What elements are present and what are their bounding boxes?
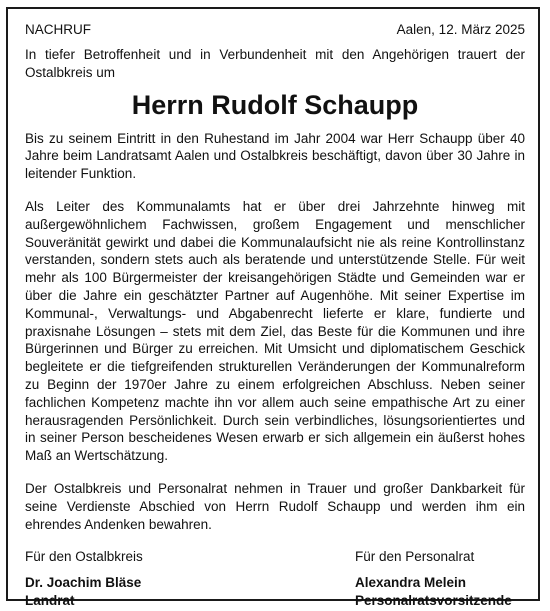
signatory-title: Landrat	[25, 592, 75, 608]
signature-personalrat	[355, 548, 525, 609]
deceased-name: Herrn Rudolf Schaupp	[131, 89, 419, 120]
heading-nachruf: NACHRUF	[25, 22, 91, 37]
paragraph-career: Bis zu seinem Eintritt in den Ruhestand im Jahr 2004 war Herr Schaupp über 40 Jahre beim Landratsamt Aalen und Ostalbkreis beschäftigt, davon über 30 Jahre in leitender Funktion.	[25, 130, 525, 182]
place-date: Aalen, 12. März 2025	[396, 22, 525, 37]
signatory-name: Dr. Joachim Bläse	[25, 575, 142, 591]
obituary-content	[25, 21, 525, 610]
signature-label: Für den Personalrat	[355, 549, 475, 565]
header	[25, 21, 525, 38]
signature-label: Für den Ostalbkreis	[25, 549, 143, 565]
intro-text: In tiefer Betroffenheit und in Verbundenheit mit den Angehörigen trauert der Ostalbkreis um	[25, 47, 525, 80]
paragraph-tribute: Als Leiter des Kommunalamts hat er über drei Jahrzehnte hinweg mit außergewöhnlichem Fachwissen, großem Engagement und menschlicher Souveränität gewirkt und dabei die Kommunalaufsicht nie als reine Kontrollinstanz verstanden, sondern stets auch als beratende und unterstützende Stelle. Für weit mehr als 100 Bürgermeister der kreisangehörigen Städte und Gemeinden war er über die Jahre ein geschätzter Partner auf Augenhöhe. Mit seiner Expertise im Kommunal-, Verwaltungs- und Abgabenrecht lieferte er klare, fundierte und praxisnahe Lösungen – stets mit dem Ziel, das Beste für die Kommunen und ihre Bürgerinnen und Bürger zu erreichen. Mit Umsicht und diplomatischem Geschick begleitete er die tiefgreifenden strukturellen Veränderungen der Kommunalreform zu Beginn der 1970er Jahre zu einem erfolgreichen Abschluss. Neben seiner fachlichen Kompetenz machte ihn vor allem auch seine empathische Art zu einer herausragenden Persönlichkeit. Durch sein verbindliches, lösungsorientiertes und in seiner Person bescheidenes Wesen erwarb er sich allgemein ein äußerst hohes Maß an Wertschätzung.	[25, 198, 525, 464]
paragraph-farewell: Der Ostalbkreis und Personalrat nehmen in Trauer und großer Dankbarkeit für seine Verdienste Abschied von Herrn Rudolf Schaupp und werden ihm ein ehrendes Andenken bewahren.	[25, 480, 525, 532]
signatory-title: Personalratsvorsitzende	[355, 592, 512, 608]
signatures	[25, 548, 525, 609]
signatory-name: Alexandra Melein	[355, 575, 467, 591]
obituary-frame	[6, 7, 540, 608]
signature-ostalbkreis	[25, 548, 215, 609]
